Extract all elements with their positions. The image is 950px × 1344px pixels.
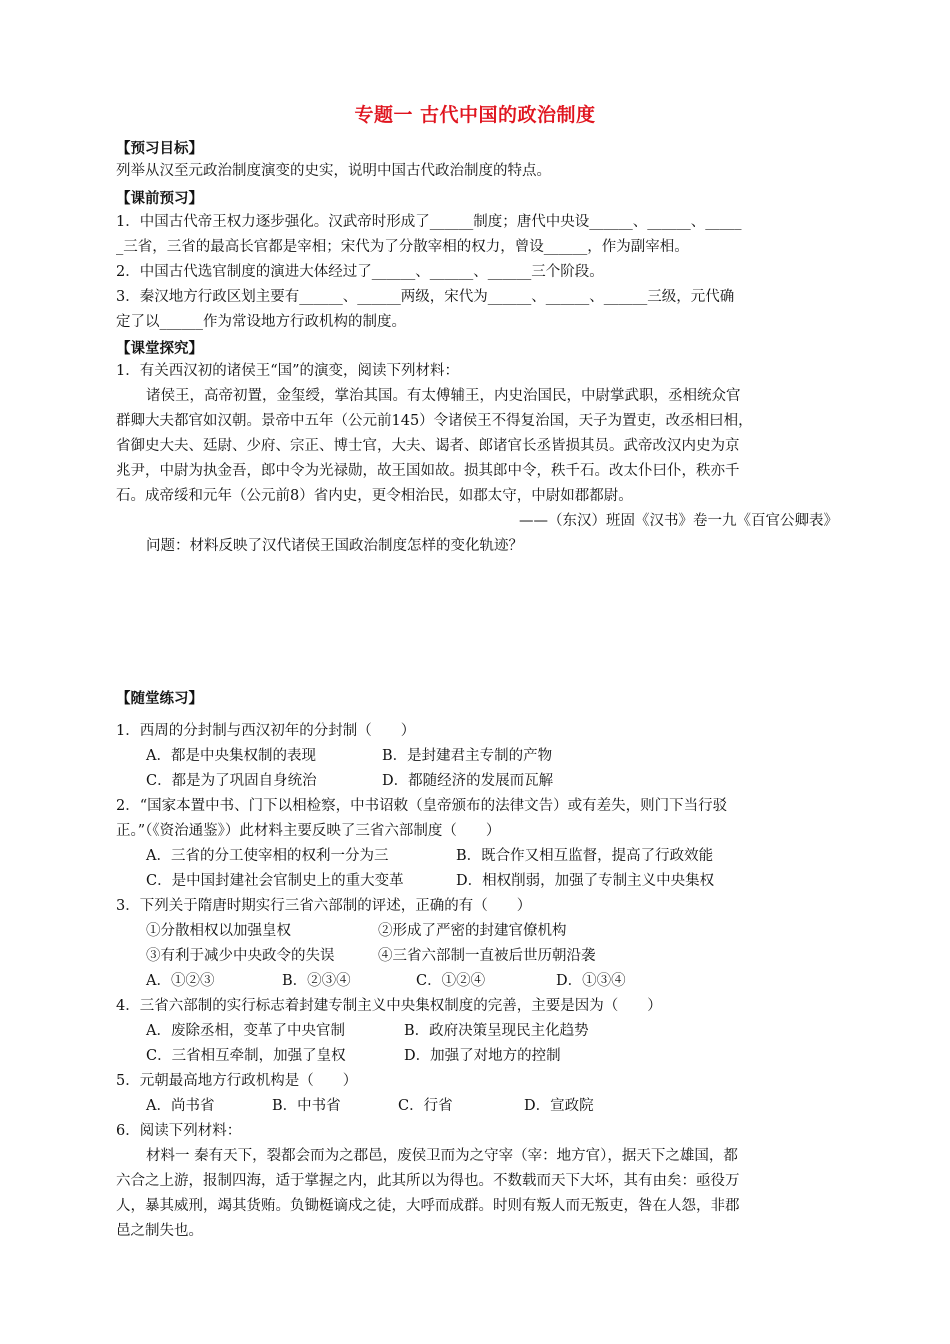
option: B．政府决策呈现民主化趋势: [404, 1023, 589, 1039]
practice-question-3: 3．下列关于隋唐时期实行三省六部制的评述，正确的有（ ）: [116, 898, 532, 914]
pre-class-line: 定了以______作为常设地方行政机构的制度。: [116, 314, 406, 330]
option: B．②③④: [282, 973, 351, 989]
material-line: 石。成帝绥和元年（公元前8）省内史，更令相治民，如郡太守，中尉如郡都尉。: [116, 488, 633, 504]
material-line: 六合之上游，报制四海，适于掌握之内，此其所以为得也。不数载而天下大坏，其有由矣：亟役万: [116, 1173, 740, 1189]
option: D．都随经济的发展而瓦解: [382, 773, 554, 789]
page-title: 专题一 古代中国的政治制度: [354, 104, 596, 126]
material-line: 群卿大夫都官如汉朝。景帝中五年（公元前145）令诸侯王不得复治国，天子为置吏，改丞相曰相，: [116, 413, 753, 429]
option: D．①③④: [556, 973, 626, 989]
pre-class-line: 1．中国古代帝王权力逐步强化。汉武帝时形成了______制度；唐代中央设______、______、_____: [116, 214, 742, 230]
practice-question-6: 6．阅读下列材料：: [116, 1123, 242, 1139]
practice-question-2: 2．“国家本置中书、门下以相检察，中书诏敕（皇帝颁布的法律文告）或有差失，则门下当行驳: [116, 798, 728, 814]
material-source: ——（东汉）班固《汉书》卷一九《百官公卿表》: [519, 513, 838, 529]
material-line: 省御史大夫、廷尉、少府、宗正、博士官，大夫、谒者、郎诸官长丞皆损其员。武帝改汉内史为京: [116, 438, 740, 454]
section-heading-preview-goal: 【预习目标】: [116, 141, 203, 157]
practice-question-5: 5．元朝最高地方行政机构是（ ）: [116, 1073, 358, 1089]
material-line: 邑之制失也。: [116, 1223, 203, 1239]
option: D．宣政院: [524, 1098, 594, 1114]
section-heading-practice: 【随堂练习】: [116, 691, 203, 707]
option: C．三省相互牵制，加强了皇权: [146, 1048, 346, 1064]
material-line: 诸侯王，高帝初置，金玺绶，掌治其国。有太傅辅王，内史治国民，中尉掌武职，丞相统众官: [146, 388, 741, 404]
statement: ④三省六部制一直被后世历朝沿袭: [378, 948, 596, 964]
practice-question-1: 1．西周的分封制与西汉初年的分封制（ ）: [116, 723, 416, 739]
material-line: 兆尹，中尉为执金吾，郎中令为光禄勋，故王国如故。损其郎中令，秩千石。改太仆曰仆，秩亦千: [116, 463, 740, 479]
option: C．是中国封建社会官制史上的重大变革: [146, 873, 404, 889]
option: C．行省: [398, 1098, 453, 1114]
material-line: 材料一 秦有天下，裂都会而为之郡邑，废侯卫而为之守宰（宰：地方官），据天下之雄国，都: [146, 1148, 738, 1164]
explore-question-intro: 1．有关西汉初的诸侯王“国”的演变，阅读下列材料：: [116, 363, 460, 379]
option: A．①②③: [146, 973, 215, 989]
option: A．都是中央集权制的表现: [146, 748, 316, 764]
option: D．加强了对地方的控制: [404, 1048, 561, 1064]
explore-question: 问题：材料反映了汉代诸侯王国政治制度怎样的变化轨迹？: [146, 538, 523, 554]
pre-class-line: 3．秦汉地方行政区划主要有______、______两级，宋代为______、______、______三级，元代确: [116, 289, 735, 305]
option: A．三省的分工使宰相的权利一分为三: [146, 848, 389, 864]
pre-class-line: 2．中国古代选官制度的演进大体经过了______、______、______三个阶段。: [116, 264, 604, 280]
option: C．①②④: [416, 973, 486, 989]
section-heading-explore: 【课堂探究】: [116, 341, 203, 357]
statement: ①分散相权以加强皇权: [146, 923, 291, 939]
pre-class-line: _三省，三省的最高长官都是宰相；宋代为了分散宰相的权力，曾设______，作为副宰相。: [116, 239, 689, 255]
statement: ②形成了严密的封建官僚机构: [378, 923, 567, 939]
practice-question-4: 4．三省六部制的实行标志着封建专制主义中央集权制度的完善，主要是因为（ ）: [116, 998, 662, 1014]
material-line: 人，暴其威刑，竭其货贿。负锄梃谪戍之徒，大呼而成群。时则有叛人而无叛吏，咎在人怨，非郡: [116, 1198, 740, 1214]
option: A．废除丞相，变革了中央官制: [146, 1023, 345, 1039]
option: A．尚书省: [146, 1098, 215, 1114]
option: B．是封建君主专制的产物: [382, 748, 553, 764]
option: B．中书省: [272, 1098, 341, 1114]
statement: ③有利于减少中央政令的失误: [146, 948, 335, 964]
option: D．相权削弱，加强了专制主义中央集权: [456, 873, 715, 889]
preview-goal-text: 列举从汉至元政治制度演变的史实，说明中国古代政治制度的特点。: [116, 163, 551, 179]
option: B．既合作又相互监督，提高了行政效能: [456, 848, 714, 864]
option: C．都是为了巩固自身统治: [146, 773, 317, 789]
section-heading-pre-class: 【课前预习】: [116, 191, 203, 207]
practice-question-2: 正。”（《资治通鉴》）此材料主要反映了三省六部制度（ ）: [116, 823, 501, 839]
